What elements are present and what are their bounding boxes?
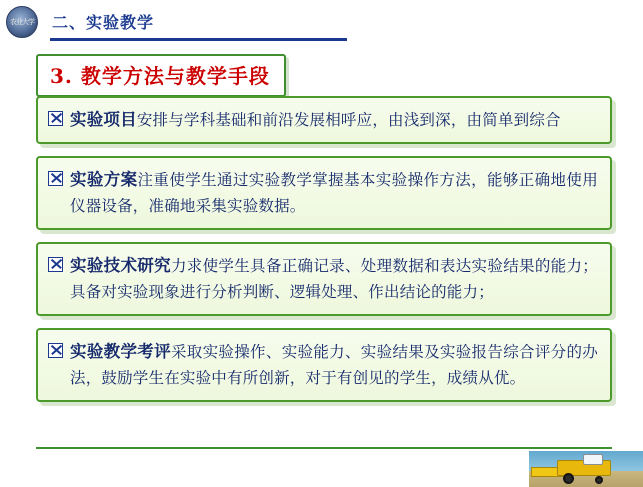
footer-divider [36, 447, 612, 449]
list-item [36, 328, 612, 402]
header-title: 二、实验教学 [52, 13, 155, 32]
checkbox-x-icon [48, 171, 63, 186]
university-logo [6, 6, 38, 38]
bullet-content [70, 253, 598, 305]
list-item [36, 96, 612, 144]
list-item [36, 242, 612, 316]
bullet-lead: 实验方案 [70, 170, 138, 189]
section-title-box [36, 54, 286, 97]
bullet-body: 力求使学生具备正确记录、处理数据和表达实验结果的能力；具备对实验现象进行分析判断、逻辑处理、作出结论的能力； [70, 257, 599, 301]
combine-harvester-photo [529, 451, 643, 487]
harvester-rear-wheel [595, 476, 603, 484]
checkbox-x-icon [48, 257, 63, 272]
bullet-lead: 实验技术研究 [70, 256, 171, 275]
section-title: 3. 教学方法与教学手段 [50, 64, 270, 88]
bullet-body: 采取实验操作、实验能力、实验结果及实验报告综合评分的办法，鼓励学生在实验中有所创新，对于有创见的学生，成绩从优。 [70, 343, 599, 387]
harvester-cab [583, 454, 603, 465]
bullet-list [36, 96, 612, 414]
bullet-content [70, 167, 598, 219]
bullet-content [70, 107, 598, 133]
bullet-content [70, 339, 598, 391]
checkbox-x-icon [48, 343, 63, 358]
header-underline [50, 38, 347, 41]
list-item [36, 156, 612, 230]
bullet-body: 安排与学科基础和前沿发展相呼应，由浅到深，由简单到综合 [136, 111, 561, 129]
bullet-lead: 实验教学考评 [70, 342, 171, 361]
harvester-front-wheel [563, 473, 574, 484]
bullet-lead: 实验项目 [70, 110, 137, 129]
university-logo-label: 农业大学 [10, 18, 34, 26]
slide-header [0, 0, 643, 44]
checkbox-x-icon [48, 111, 63, 126]
bullet-body: 注重使学生通过实验教学掌握基本实验操作方法，能够正确地使用仪器设备，准确地采集实验数据。 [70, 171, 598, 215]
